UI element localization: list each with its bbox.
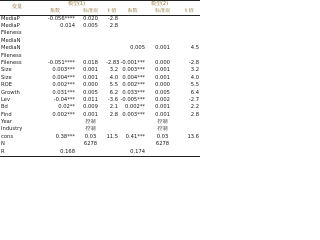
value-cell: 0.005: [155, 89, 170, 96]
value-cell: 0.004***: [122, 74, 146, 81]
value-cell: 控制: [85, 126, 96, 133]
value-cell: 11.5: [106, 133, 119, 140]
value-cell: 0.001: [83, 67, 98, 74]
value-cell: [119, 141, 146, 148]
value-cell: 0.005: [83, 89, 98, 96]
value-cell: 0.009: [83, 104, 98, 111]
value-cell: 0.014: [60, 22, 75, 29]
table-row: [0, 60, 200, 67]
value-cell: -0.04***: [53, 96, 75, 103]
value-cell: 5.5: [190, 82, 200, 89]
value-cell: 6.4: [190, 89, 200, 96]
value-cell: 控制: [85, 119, 96, 126]
value-cell: 2.1: [109, 104, 119, 111]
value-cell: 0.031***: [52, 89, 75, 96]
table-row: [0, 45, 200, 52]
value-cell: 0.168: [34, 149, 76, 157]
variable-name-cell: Fileness: [1, 59, 22, 66]
variable-name-cell: MediaP: [1, 15, 20, 22]
value-cell: [146, 23, 179, 30]
value-cell: -2.83: [106, 59, 120, 66]
value-cell: [146, 38, 179, 45]
value-cell: -2.7: [188, 96, 200, 103]
table-row: [0, 38, 200, 45]
value-cell: 0.001: [155, 104, 170, 111]
value-cell: 0.03: [84, 133, 97, 140]
value-cell: 0.018: [83, 59, 98, 66]
value-cell: 0.020: [83, 15, 98, 22]
value-cell: 2.8: [190, 111, 200, 118]
table-row: [0, 97, 200, 104]
value-cell: [34, 141, 76, 148]
value-cell: 0.002***: [52, 111, 75, 118]
variable-name-cell: Fileness: [1, 30, 22, 37]
value-cell: [179, 126, 200, 133]
value-cell: -2.8: [188, 59, 200, 66]
table-row: [0, 75, 200, 82]
value-cell: [179, 15, 200, 23]
value-cell: 0.000: [155, 82, 170, 89]
model-1-header: 模型(1): [34, 1, 119, 8]
value-cell: [76, 38, 105, 45]
variable-name-cell: ROE: [1, 82, 12, 89]
table-row: [0, 52, 200, 59]
value-cell: 2.8: [109, 111, 119, 118]
value-cell: 0.174: [119, 149, 146, 157]
value-cell: 0.002**: [124, 104, 146, 111]
variable-name-cell: MediaN: [1, 37, 21, 44]
value-cell: 0.001: [155, 45, 170, 52]
value-cell: 0.001: [155, 67, 170, 74]
value-cell: 3.2: [109, 67, 119, 74]
table-row: [0, 23, 200, 30]
value-cell: [105, 52, 119, 59]
table-row: [0, 67, 200, 74]
value-cell: [179, 52, 200, 59]
value-cell: [105, 45, 119, 52]
variable-name-cell: Fileness: [1, 52, 22, 59]
value-cell: 0.38***: [55, 133, 75, 140]
value-cell: 0.001: [83, 111, 98, 118]
value-cell: 0.005: [83, 22, 98, 29]
value-cell: 0.000: [155, 59, 170, 66]
value-cell: [76, 52, 105, 59]
variable-name-cell: Size: [1, 67, 12, 74]
table-row: [0, 126, 200, 133]
variable-name-cell: Bd: [1, 104, 8, 111]
value-cell: 0.003***: [52, 67, 75, 74]
value-cell: [119, 38, 146, 45]
se-header-1: 标准误: [76, 8, 105, 16]
regression-table: [0, 0, 200, 157]
t-header-2: t 值: [179, 8, 200, 16]
value-cell: [34, 38, 76, 45]
value-cell: 0.003***: [122, 67, 146, 74]
table-row: [0, 134, 200, 141]
value-cell: [179, 30, 200, 37]
value-cell: 0.002: [155, 96, 170, 103]
table-row: [0, 89, 200, 96]
value-cell: 0.03: [156, 133, 169, 140]
value-cell: [179, 38, 200, 45]
variable-name-cell: Size: [1, 74, 12, 81]
value-cell: 0.005: [130, 45, 146, 52]
value-cell: -0.001***: [120, 59, 146, 66]
value-cell: [179, 23, 200, 30]
variable-header: 变量: [0, 1, 34, 16]
value-cell: -3.6: [107, 96, 119, 103]
table-row: [0, 82, 200, 89]
table-body: [0, 15, 200, 156]
table-row: [0, 15, 200, 23]
value-cell: 6.2: [109, 89, 119, 96]
value-cell: 0.011: [83, 96, 98, 103]
variable-name-cell: Find: [1, 111, 12, 118]
value-cell: -2.8: [107, 15, 119, 22]
value-cell: [105, 119, 119, 126]
value-cell: [146, 149, 179, 157]
variable-name-cell: cons: [1, 133, 14, 140]
value-cell: 4.0: [190, 74, 200, 81]
value-cell: 0.004***: [52, 74, 75, 81]
value-cell: -0.005***: [120, 96, 146, 103]
value-cell: [119, 30, 146, 37]
value-cell: 0.002***: [52, 82, 75, 89]
value-cell: 4.0: [109, 74, 119, 81]
value-cell: [179, 141, 200, 148]
value-cell: [179, 149, 200, 157]
value-cell: [146, 52, 179, 59]
value-cell: 4.5: [190, 45, 200, 52]
value-cell: 控制: [157, 126, 168, 133]
table-row: [0, 149, 200, 157]
value-cell: [76, 30, 105, 37]
value-cell: 0.002***: [122, 82, 146, 89]
variable-name-cell: MediaN: [1, 45, 21, 52]
variable-name-cell: Industry: [1, 126, 23, 133]
value-cell: 0.003***: [122, 111, 146, 118]
table-row: [0, 112, 200, 119]
header-group-row: [0, 1, 200, 8]
value-cell: [76, 149, 105, 157]
variable-name-cell: R: [0, 149, 34, 157]
value-cell: [34, 119, 76, 126]
value-cell: -0.051****: [47, 59, 75, 66]
value-cell: [119, 52, 146, 59]
coef-header-2: 系数: [119, 8, 146, 16]
value-cell: -0.056****: [47, 15, 75, 22]
value-cell: [105, 38, 119, 45]
value-cell: [179, 119, 200, 126]
table-row: [0, 141, 200, 148]
value-cell: 0.41***: [125, 133, 146, 140]
value-cell: [105, 30, 119, 37]
value-cell: [119, 119, 146, 126]
value-cell: 6278: [155, 141, 170, 148]
variable-name-cell: N: [1, 141, 5, 148]
table-row: [0, 104, 200, 111]
value-cell: 控制: [157, 119, 168, 126]
value-cell: 2.2: [190, 104, 200, 111]
value-cell: [76, 45, 105, 52]
value-cell: [119, 15, 146, 23]
coef-header-1: 系数: [34, 8, 76, 16]
t-header-1: t 值: [105, 8, 119, 16]
value-cell: 0.033***: [122, 89, 146, 96]
se-header-2: 标准误: [146, 8, 179, 16]
variable-name-cell: Lev: [1, 96, 11, 103]
value-cell: 0.001: [83, 74, 98, 81]
variable-name-cell: MediaP: [1, 22, 20, 29]
value-cell: [119, 126, 146, 133]
value-cell: 0.001: [155, 111, 170, 118]
table-row: [0, 119, 200, 126]
value-cell: 0.001: [155, 74, 170, 81]
value-cell: 0.000: [83, 82, 98, 89]
value-cell: 13.6: [187, 133, 200, 140]
value-cell: [146, 15, 179, 23]
model-2-header: 模型(2): [119, 1, 200, 8]
variable-name-cell: Growth: [1, 89, 20, 96]
value-cell: [105, 141, 119, 148]
value-cell: [34, 45, 76, 52]
value-cell: 2.8: [109, 22, 119, 29]
table-row: [0, 30, 200, 37]
value-cell: 6278: [83, 141, 98, 148]
value-cell: [34, 30, 76, 37]
value-cell: [146, 30, 179, 37]
value-cell: 3.2: [190, 67, 200, 74]
value-cell: [119, 23, 146, 30]
value-cell: 0.02**: [58, 104, 75, 111]
variable-name-cell: Year: [1, 119, 12, 126]
value-cell: [105, 149, 119, 157]
value-cell: [34, 52, 76, 59]
value-cell: [34, 126, 76, 133]
value-cell: 5.5: [109, 82, 119, 89]
value-cell: [105, 126, 119, 133]
